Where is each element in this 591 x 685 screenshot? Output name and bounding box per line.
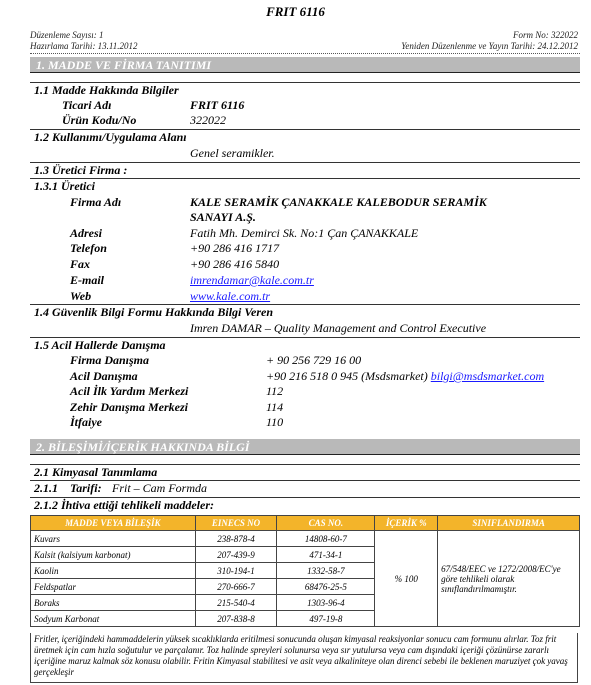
einecs-no: 238-878-4: [195, 531, 277, 547]
phone-value: +90 286 416 1717: [190, 241, 280, 255]
classification-text: 67/548/EEC ve 1272/2008/EC'ye göre tehlikeli olarak sınıflandırılmamıştır.: [438, 531, 580, 627]
header-divider: [30, 53, 580, 54]
address-label: Adresi: [70, 226, 103, 240]
emergency-email-link[interactable]: bilgi@msdsmarket.com: [430, 369, 545, 383]
section-1-1-heading: 1.1 Madde Hakkında Bilgiler: [34, 83, 179, 97]
fire-dept-label: İtfaiye: [70, 415, 102, 429]
einecs-no: 207-439-9: [195, 547, 277, 563]
substance-name: Feldspatlar: [31, 579, 196, 595]
cas-no: 14808-60-7: [277, 531, 375, 547]
section-2-1-2-heading: 2.1.2 İhtiva ettiği tehlikeli maddeler:: [34, 498, 214, 512]
composition-note: Fritler, içeriğindeki hammaddelerin yüksek sıcaklıklarda eritilmesi sonucunda oluşan kimyasal reaksiyonlar sonucu cam formunu alırlar. Toz frit üretmek için cam hızla soğutulur ve parçalanır. Toz halinde spreyleri solunursa veya sır yutulursa veya cam dışındaki içeriği çözünürse zararlı içeriğine maruz kalmak söz konusu olabilir. Fritin Kimyasal stabilitesi ve asit veya alkaliniteye olan direnci sebebi ile beklenen maruziyet çok yavaş gerçekleşir: [30, 633, 578, 683]
section-1-2-heading: 1.2 Kullanımı/Uygulama Alanı: [34, 130, 187, 144]
web-link[interactable]: www.kale.com.tr: [190, 289, 271, 303]
cas-no: 68476-25-5: [277, 579, 375, 595]
substance-name: Sodyum Karbonat: [31, 611, 196, 627]
einecs-no: 207-838-8: [195, 611, 277, 627]
section-1-4-heading: 1.4 Güvenlik Bilgi Formu Hakkında Bilgi Veren: [34, 305, 274, 319]
cas-no: 497-19-8: [277, 611, 375, 627]
poison-center-value: 114: [266, 400, 284, 414]
firm-name-label: Firma Adı: [70, 195, 122, 209]
product-code-value: 322022: [190, 113, 226, 127]
substance-name: Kalsit (kalsiyum karbonat): [31, 547, 196, 563]
usage-value: Genel seramikler.: [190, 146, 275, 160]
revision-number: Düzenleme Sayısı: 1: [30, 30, 104, 40]
section-2-1-1-value: Frit – Cam Formda: [112, 481, 208, 495]
substance-name: Boraks: [31, 595, 196, 611]
section-2-1-1-number: 2.1.1: [34, 481, 58, 495]
trade-name-value: FRIT 6116: [190, 98, 245, 112]
email-label: E-mail: [70, 273, 105, 287]
email-link[interactable]: imrendamar@kale.com.tr: [190, 273, 314, 287]
content-percent: % 100: [375, 531, 438, 627]
col-header-einecs: EINECS NO: [195, 516, 277, 531]
info-provider-value: Imren DAMAR – Quality Management and Control Executive: [190, 321, 487, 335]
einecs-no: 310-194-1: [195, 563, 277, 579]
fax-label: Fax: [70, 257, 91, 271]
col-header-content: İÇERİK %: [375, 516, 438, 531]
table-header-row: [31, 516, 580, 531]
section-2-1-1-label: Tarifi:: [70, 481, 102, 495]
divider: [30, 178, 580, 179]
cas-no: 1332-58-7: [277, 563, 375, 579]
firm-consult-value: + 90 256 729 16 00: [266, 353, 362, 367]
first-aid-value: 112: [266, 384, 284, 398]
revision-date: Yeniden Düzenlenme ve Yayın Tarihi: 24.12.2012: [401, 41, 578, 51]
phone-label: Telefon: [70, 241, 107, 255]
document-title: FRIT 6116: [266, 4, 325, 19]
firm-name-value-line1: KALE SERAMİK ÇANAKKALE KALEBODUR SERAMİK: [190, 195, 487, 209]
emergency-phone: +90 216 518 0 945 (Msdsmarket): [266, 369, 428, 383]
product-code-label: Ürün Kodu/No: [62, 113, 137, 127]
firm-name-value-line2: SANAYI A.Ş.: [190, 210, 256, 224]
substance-name: Kaolin: [31, 563, 196, 579]
trade-name-label: Ticari Adı: [62, 98, 112, 112]
section-2-1-heading: 2.1 Kimyasal Tanımlama: [34, 465, 158, 479]
fire-dept-value: 110: [266, 415, 284, 429]
firm-consult-label: Firma Danışma: [70, 353, 150, 367]
poison-center-label: Zehir Danışma Merkezi: [70, 400, 189, 414]
section-1-3-1-heading: 1.3.1 Üretici: [34, 179, 95, 193]
col-header-substance: MADDE VEYA BİLEŞİK: [31, 516, 196, 531]
section-1-5-heading: 1.5 Acil Hallerde Danışma: [34, 338, 166, 352]
cas-no: 471-34-1: [277, 547, 375, 563]
einecs-no: 270-666-7: [195, 579, 277, 595]
composition-table: [30, 515, 580, 627]
section-1-3-heading: 1.3 Üretici Firma :: [34, 163, 128, 177]
web-label: Web: [70, 289, 92, 303]
table-row: [31, 531, 580, 547]
first-aid-label: Acil İlk Yardım Merkezi: [70, 384, 189, 398]
emergency-label: Acil Danışma: [70, 369, 138, 383]
fax-value: +90 286 416 5840: [190, 257, 280, 271]
section-1-title: 1. MADDE VE FİRMA TANITIMI: [30, 57, 580, 73]
einecs-no: 215-540-4: [195, 595, 277, 611]
substance-name: Kuvars: [31, 531, 196, 547]
col-header-cas: CAS NO.: [277, 516, 375, 531]
emergency-value: [266, 369, 544, 384]
cas-no: 1303-96-4: [277, 595, 375, 611]
preparation-date: Hazırlama Tarihi: 13.11.2012: [30, 41, 138, 51]
address-value: Fatih Mh. Demirci Sk. No:1 Çan ÇANAKKALE: [190, 226, 419, 240]
col-header-classification: SINIFLANDIRMA: [438, 516, 580, 531]
section-2-title: 2. BİLEŞİMİ/İÇERİK HAKKINDA BİLGİ: [30, 439, 580, 455]
form-number: Form No: 322022: [513, 30, 578, 40]
